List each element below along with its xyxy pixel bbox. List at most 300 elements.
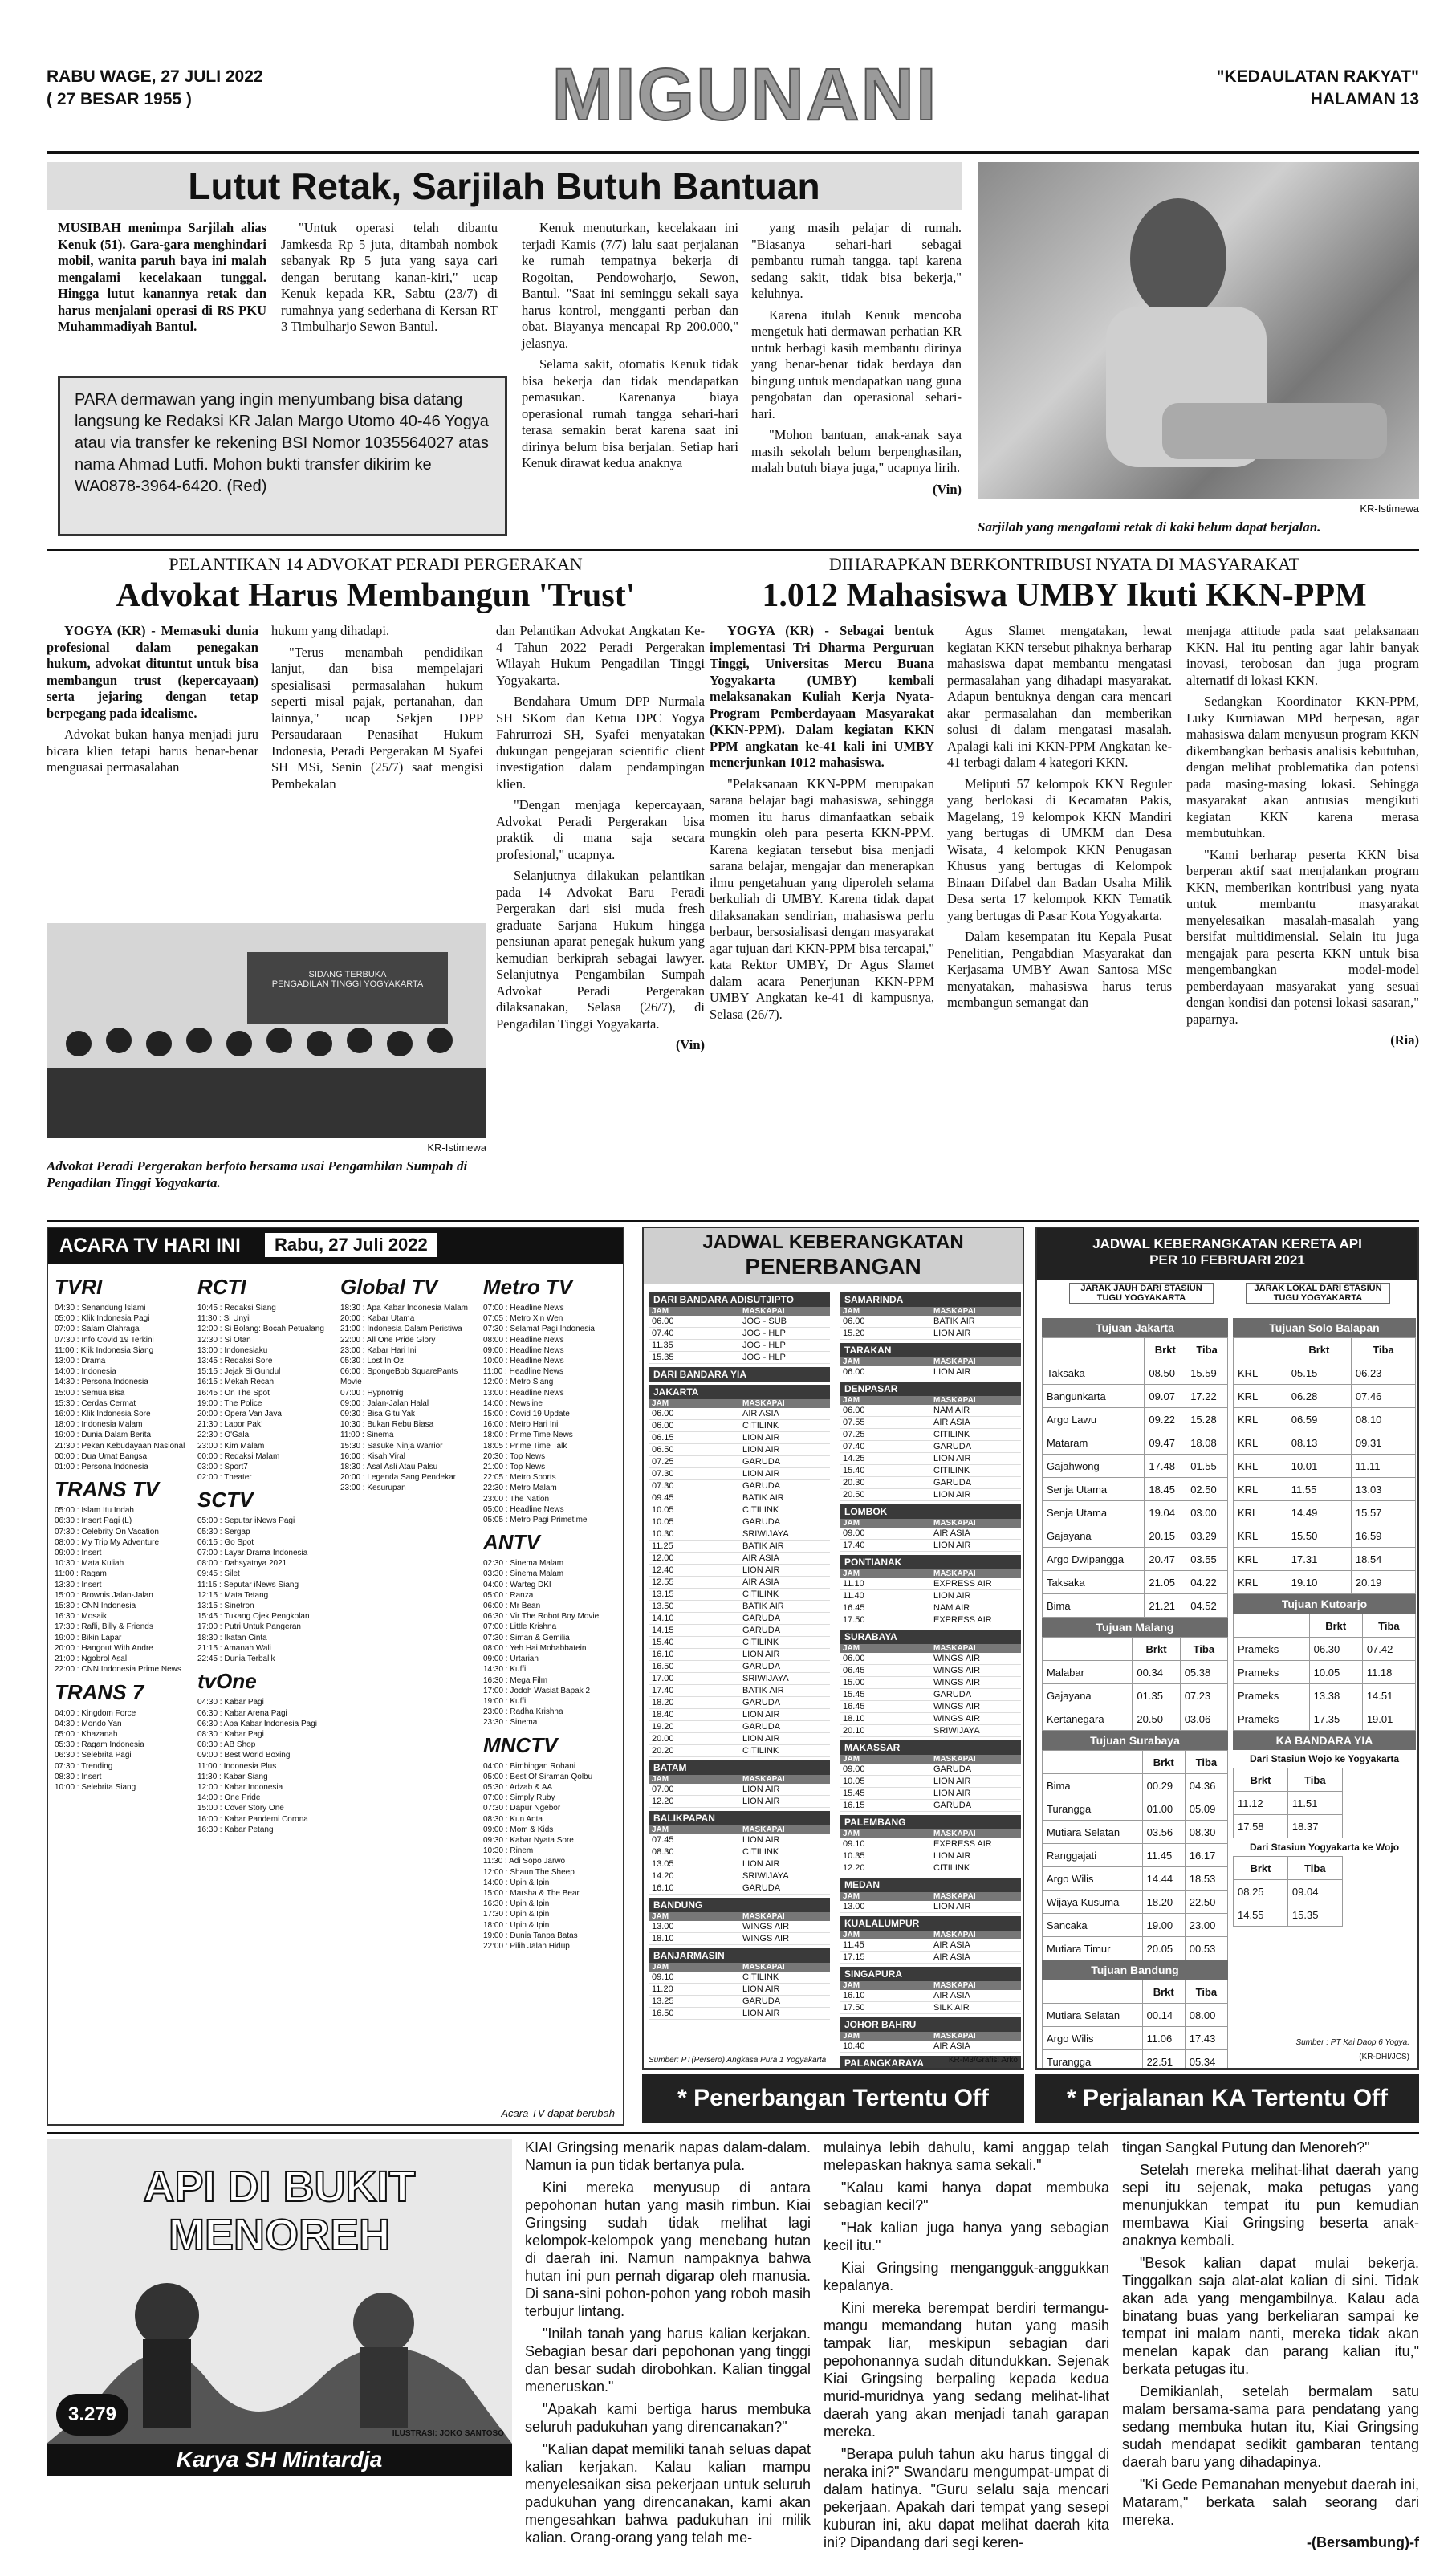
flight-airline: CITILINK [742, 1505, 779, 1515]
flight-column-header [840, 2032, 1021, 2041]
yia-row [1234, 1880, 1343, 1903]
flight-airline: GARUDA [742, 1996, 781, 2006]
flight-row [840, 1441, 1021, 1453]
yia-arrive: 15.35 [1287, 1903, 1342, 1927]
flight-col-airline: MASKAPAI [933, 1981, 976, 1990]
train-arrive: 05.38 [1180, 1661, 1227, 1684]
flight-time: 09.10 [652, 1972, 674, 1982]
flight-row [649, 1637, 830, 1649]
flight-row [649, 1834, 830, 1846]
paragraph: MUSIBAH menimpa Sarjilah alias Kenuk (51). Gara-gara menghindari mobil, wanita paruh baya ini malah mengalami kecelakaan tunggal. Hingga lutut kanannya retak dan harus menjalani operasi di RS PKU Muhammadiyah Bantul. [58, 220, 266, 334]
train-depart: 20.50 [1133, 1707, 1180, 1731]
train-depart: 01.00 [1142, 1797, 1185, 1821]
flight-time: 20.50 [843, 1490, 865, 1500]
paragraph: "Hak kalian juga hanya yang sebagian kecil itu." [824, 2220, 1109, 2253]
flight-time: 07.55 [843, 1418, 865, 1427]
flight-row [649, 1870, 830, 1882]
train-arrive: 07.46 [1351, 1385, 1415, 1408]
flight-city-header: BALIKPAPAN [649, 1811, 830, 1825]
flight-row [649, 1468, 830, 1480]
channel-logo: TRANS TV [55, 1477, 159, 1502]
train-depart: 21.21 [1145, 1594, 1186, 1618]
train-name: Mutiara Selatan [1043, 1821, 1143, 1844]
train-depart: 20.05 [1142, 1937, 1185, 1960]
paragraph [525, 2139, 811, 2174]
flight-airline: LION AIR [742, 1565, 780, 1575]
train-depart: 17.35 [1309, 1707, 1362, 1731]
train-col-name [1043, 1638, 1133, 1661]
paragraph: "Besok kalian dapat mulai bekerja. Tinggalkan saja alat-alat kalian di sini. Tidak akan ada yang mengambilnya. Kalau ada binatang buas yang berkeliaran sampai ke tempat ini malam nanti, mereka tidak akan menelan kapak dan parang kalian itu," berkata petugas itu. [1122, 2255, 1419, 2377]
paragraph: Kenuk menuturkan, kecelakaan ini terjadi Kamis (7/7) lalu saat perjalanan ke rumah tempatnya bekerja di Rogoitan, Pendowoharjo, Sewon, Bantul. "Saat ini seminggu sekali saya harus kontrol, mengganti perban dan obat. Biayanya mencapai Rp 200.000," jelasnya. [522, 220, 738, 351]
flight-time: 15.35 [652, 1353, 674, 1362]
flight-column-header [840, 1569, 1021, 1578]
tv-col-2 [197, 1270, 334, 1835]
divider [47, 549, 1419, 551]
train-arrive: 23.00 [1185, 1914, 1227, 1937]
yia-col-brkt: Brkt [1234, 1768, 1288, 1792]
train-row [1043, 2027, 1228, 2050]
train-name: Senja Utama [1043, 1501, 1145, 1524]
train-row [1234, 1661, 1416, 1684]
train-row [1234, 1385, 1416, 1408]
train-arrive: 04.22 [1186, 1571, 1228, 1594]
train-depart: 14.44 [1142, 1867, 1185, 1891]
flight-column-header [649, 1775, 830, 1784]
flight-airline: WINGS AIR [742, 1934, 790, 1943]
article1-col1 [58, 220, 266, 340]
flight-airline: CITILINK [933, 1466, 970, 1475]
paragraph: Setelah mereka melihat-lihat daerah yang sepi itu sejenak, maka petugas yang menunjukkan tempat itu pun kemudian membawa Kiai Gringsing beserta anak-anaknya kembali. [1122, 2162, 1419, 2249]
serial-col2 [824, 2139, 1109, 2556]
train-depart: 06.59 [1287, 1408, 1351, 1431]
flight-row [649, 1882, 830, 1895]
flight-time: 11.40 [843, 1591, 864, 1601]
train-name: Kertanegara [1043, 1707, 1133, 1731]
train-row [1234, 1638, 1416, 1661]
flight-city-header: PONTIANAK [840, 1555, 1021, 1569]
paragraph: "Apakah kami bertiga harus membuka seluruh padukuhan yang direncanakan?" [525, 2401, 811, 2435]
flight-airline: LION AIR [742, 1710, 780, 1720]
article-advokat [47, 554, 705, 1220]
train-header-row [1234, 1614, 1416, 1638]
flight-col-airline: MASKAPAI [933, 1829, 976, 1838]
flight-time: 09.45 [652, 1493, 674, 1503]
train-name: Gajayana [1043, 1524, 1145, 1548]
kicker-umby: DIHARAPKAN BERKONTRIBUSI NYATA DI MASYARAKAT [828, 554, 1300, 574]
flight-airline: AIR ASIA [933, 1991, 970, 2000]
flight-time: 15.20 [843, 1329, 865, 1338]
train-arrive: 15.59 [1186, 1361, 1228, 1385]
flight-row [649, 1328, 830, 1340]
flight-row [840, 2002, 1021, 2014]
train-row [1043, 1937, 1228, 1960]
photo-advokat [47, 923, 486, 1138]
flight-col-airline: MASKAPAI [933, 1892, 976, 1901]
paragraph: Kini mereka menyusup di antara pepohonan hutan yang masih rimbun. Kiai Gringsing sudah tidak melihat lagi kelompok-kelompok yang menebang hutan di daerah ini. Namun nampaknya bahwa hutan ini pun pernah digarap oleh manusia. Di sana-sini pohon-pohon yang roboh masih terbujur lintang. [525, 2180, 811, 2319]
train-section-title: Tujuan Surabaya [1042, 1731, 1228, 1750]
train-arrive: 04.52 [1186, 1594, 1228, 1618]
flight-airline: LION AIR [933, 1851, 971, 1861]
flight-row [649, 1921, 830, 1933]
paragraph: mulainya lebih dahulu, kami anggap telah melepaskan haknya sama sekali." [824, 2139, 1109, 2173]
flight-row [649, 1709, 830, 1721]
train-name: Gajayana [1043, 1684, 1133, 1707]
flight-col-time: JAM [652, 1775, 669, 1784]
train-row [1234, 1548, 1416, 1571]
flight-time: 12.20 [843, 1863, 865, 1873]
flight-city-header: KUALALUMPUR [840, 1916, 1021, 1931]
train-name: Mutiara Timur [1043, 1937, 1143, 1960]
flight-airline: AIR ASIA [933, 1952, 970, 1962]
flight-column-header [649, 1963, 830, 1972]
tv-col-3 [340, 1270, 477, 1494]
train-depart: 17.31 [1287, 1548, 1351, 1571]
train-name: KRL [1234, 1455, 1287, 1478]
flight-city-header: PALANGKARAYA [840, 2056, 1021, 2070]
train-name: Turangga [1043, 1797, 1143, 1821]
photo-credit: KR-Istimewa [427, 1142, 486, 1154]
train-depart: 06.30 [1309, 1638, 1362, 1661]
flight-time: 15.45 [843, 1789, 865, 1798]
flight-time: 20.00 [652, 1734, 674, 1744]
photo-sarjilah [978, 162, 1419, 499]
train-arrive: 09.31 [1351, 1431, 1415, 1455]
train-row [1043, 1408, 1228, 1431]
flight-col-time: JAM [843, 1307, 860, 1316]
paragraph: "Ki Gede Pemanahan menyebut daerah ini, Mataram," berkata salah seorang dari mereka. [1122, 2477, 1419, 2528]
flight-col-time: JAM [652, 1825, 669, 1834]
serial-col1 [525, 2139, 811, 2551]
tv-title: ACARA TV HARI INI [59, 1235, 241, 1256]
train-col-brkt: Brkt [1287, 1338, 1351, 1361]
flight-city-header: MEDAN [840, 1878, 1021, 1892]
flight-time: 13.50 [652, 1602, 674, 1611]
channel-logo: TRANS 7 [55, 1679, 144, 1704]
flight-time: 09.00 [843, 1764, 865, 1774]
flight-time: 12.00 [652, 1553, 674, 1563]
train-title-1: JADWAL KEBERANGKATAN KERETA API [1092, 1236, 1362, 1252]
flight-time: 13.00 [652, 1922, 674, 1931]
train-column-left [1042, 1318, 1228, 2070]
flight-time: 06.00 [843, 1406, 865, 1415]
flight-airline: NAM AIR [933, 1603, 970, 1613]
flight-time: 06.00 [843, 1654, 865, 1663]
flight-row [840, 1764, 1021, 1776]
headline-sarjilah: Lutut Retak, Sarjilah Butuh Bantuan [47, 162, 962, 210]
headline-umby: 1.012 Mahasiswa UMBY Ikuti KKN-PPM [762, 577, 1367, 614]
train-col-brkt: Brkt [1142, 1751, 1185, 1774]
train-row [1043, 1571, 1228, 1594]
train-arrive: 17.43 [1185, 2027, 1227, 2050]
flight-time: 16.45 [843, 1603, 865, 1613]
flight-airline: SRIWIJAYA [742, 1529, 789, 1539]
kicker-advokat: PELANTIKAN 14 ADVOKAT PERADI PERGERAKAN [169, 554, 583, 574]
flight-airline: CITILINK [742, 1972, 779, 1982]
author-code: (Vin) [675, 1037, 705, 1052]
channel-schedule: 04:00 : Kingdom Force 04:30 : Mondo Yan 05:00 : Khazanah 05:30 : Ragam Indonesia 06:30 : Selebrita Pagi 07:30 : Trending 08:30 : Insert 10:00 : Selebrita Siang [55, 1708, 144, 1792]
flight-airline: AIR ASIA [742, 1553, 779, 1563]
train-arrive: 08.00 [1185, 2004, 1227, 2027]
flight-column-header [649, 1399, 830, 1408]
flight-time: 17.40 [843, 1541, 865, 1550]
article3-col3 [1186, 623, 1419, 1054]
flight-airline: GARUDA [742, 1614, 781, 1623]
flight-col-airline: MASKAPAI [742, 1912, 785, 1921]
train-arrive: 19.01 [1362, 1707, 1415, 1731]
yia-row [1234, 1792, 1343, 1815]
flight-airline: LION AIR [933, 1367, 971, 1377]
flight-airline: GARUDA [742, 1698, 781, 1707]
train-depart: 06.28 [1287, 1385, 1351, 1408]
train-depart: 15.50 [1287, 1524, 1351, 1548]
flight-city-header: SURABAYA [840, 1630, 1021, 1644]
train-arrive: 17.22 [1186, 1385, 1228, 1408]
flight-row [840, 1901, 1021, 1913]
flight-row [840, 1328, 1021, 1340]
flight-city-header: SAMARINDA [840, 1292, 1021, 1307]
flight-row [649, 1316, 830, 1328]
flight-airline: CITILINK [742, 1421, 779, 1431]
date-line: RABU WAGE, 27 JULI 2022 [47, 67, 263, 86]
flight-col-time: JAM [843, 1829, 860, 1838]
train-depart: 00.29 [1142, 1774, 1185, 1797]
flight-row [649, 1996, 830, 2008]
train-row [1234, 1707, 1416, 1731]
train-col-tiba: Tiba [1362, 1614, 1415, 1638]
train-arrive: 02.50 [1186, 1478, 1228, 1501]
train-arrive: 16.59 [1351, 1524, 1415, 1548]
train-name: KRL [1234, 1571, 1287, 1594]
flight-row [649, 1933, 830, 1945]
train-name: KRL [1234, 1408, 1287, 1431]
flight-column-header [840, 1892, 1021, 1901]
train-depart: 13.38 [1309, 1684, 1362, 1707]
donation-text: PARA dermawan yang ingin menyumbang bisa datang langsung ke Redaksi KR Jalan Margo Utomo 40-46 Yogya atau via transfer ke rekening BSI Nomor 1035564027 atas nama Ahmad Lutfi. Mohon bukti transfer dikirim ke WA0878-3964-6420. (Red) [75, 391, 489, 495]
flight-row [840, 1862, 1021, 1874]
flight-row [840, 1653, 1021, 1665]
flight-row [840, 2041, 1021, 2053]
train-table [1042, 1337, 1228, 1618]
yia-depart: 14.55 [1234, 1903, 1288, 1927]
train-row [1043, 1455, 1228, 1478]
flight-row [840, 1701, 1021, 1713]
flight-column-header [840, 1981, 1021, 1990]
train-name: Mataram [1043, 1431, 1145, 1455]
train-section-title: Tujuan Kutoarjo [1233, 1594, 1416, 1614]
flight-row [649, 1528, 830, 1541]
flight-airline: SILK AIR [933, 2003, 970, 2013]
flight-col-time: JAM [843, 1931, 860, 1939]
flight-airline: WINGS AIR [933, 1678, 981, 1687]
flight-airline: LION AIR [742, 1734, 780, 1744]
yia-arrive: 11.51 [1287, 1792, 1342, 1815]
long-header-2: TUGU YOGYAKARTA [1096, 1293, 1186, 1303]
flight-col-time: JAM [843, 1892, 860, 1901]
article2-col3 [496, 623, 705, 1059]
flight-airline: JOG - HLP [742, 1353, 786, 1362]
flight-time: 12.20 [652, 1797, 674, 1806]
flight-airline: BATIK AIR [742, 1493, 784, 1503]
flight-airline: GARUDA [933, 1801, 972, 1810]
train-name: Mutiara Selatan [1043, 2004, 1143, 2027]
train-col-brkt: Brkt [1145, 1338, 1186, 1361]
train-row [1043, 2050, 1228, 2070]
flight-row [840, 1939, 1021, 1952]
train-section-title: Tujuan Malang [1042, 1618, 1228, 1637]
train-arrive: 18.54 [1351, 1548, 1415, 1571]
train-header-row [1043, 1638, 1228, 1661]
serial-col3 [1122, 2139, 1419, 2556]
flight-col-airline: MASKAPAI [933, 1569, 976, 1578]
flight-time: 10.05 [652, 1505, 674, 1515]
channel-schedule: 04:00 : Bimbingan Rohani 05:00 : Best Of Siraman Qolbu 05:30 : Adzab & AA 07:00 : Simply Ruby 07:30 : Dapur Ngebor 08:30 : Kun Anta 09:00 : Mom & Kids 09:30 : Kabar Nyata Sore 10:30 : Rinem 11:30 : Adi Sopo Jarwo 12:00 : Shaun The Sheep 14:00 : Upin & Ipin 15:00 : Marsha & The Bear 16:30 : Upin & Ipin 17:30 : Upin & Ipin 18:00 : Upin & Ipin 19:00 : Dunia Tanpa Batas 22:00 : Pilih Jalan Hidup [483, 1761, 593, 1951]
serial-illustration [47, 2139, 512, 2476]
yia-sub-2: Dari Stasiun Yogyakarta ke Wojo [1249, 1842, 1400, 1853]
train-name: KRL [1234, 1361, 1287, 1385]
flight-row [840, 1366, 1021, 1378]
train-arrive: 06.23 [1351, 1361, 1415, 1385]
train-arrive: 15.57 [1351, 1501, 1415, 1524]
flight-row [649, 1685, 830, 1697]
flight-col-time: JAM [843, 1981, 860, 1990]
flight-airline: GARUDA [933, 1764, 972, 1774]
train-depart: 18.45 [1145, 1478, 1186, 1501]
train-name: Prameks [1234, 1638, 1310, 1661]
train-col-tiba: Tiba [1185, 1980, 1227, 2004]
flight-row [649, 1432, 830, 1444]
flight-time: 14.20 [652, 1871, 674, 1881]
flight-col-airline: MASKAPAI [933, 1519, 976, 1528]
train-row [1234, 1571, 1416, 1594]
train-name: Gajahwong [1043, 1455, 1145, 1478]
flight-airline: NAM AIR [933, 1406, 970, 1415]
train-row [1043, 1774, 1228, 1797]
flight-row [840, 1677, 1021, 1689]
yia-row [1234, 1903, 1343, 1927]
flight-row [649, 1661, 830, 1673]
train-name: KRL [1234, 1501, 1287, 1524]
article-sarjilah [47, 157, 1419, 549]
train-arrive: 03.00 [1186, 1501, 1228, 1524]
channel-logo: ANTV [483, 1530, 540, 1555]
flight-row [840, 1453, 1021, 1465]
article1-col2 [281, 220, 498, 340]
flight-time: 07.30 [652, 1469, 674, 1479]
flight-col-airline: MASKAPAI [933, 1307, 976, 1316]
flight-column-header [840, 1307, 1021, 1316]
train-depart: 09.07 [1145, 1385, 1186, 1408]
local-header-2: TUGU YOGYAKARTA [1273, 1293, 1363, 1303]
flight-time: 15.40 [843, 1466, 865, 1475]
train-name: Taksaka [1043, 1571, 1145, 1594]
flight-row [840, 1800, 1021, 1812]
flight-time: 13.05 [652, 1859, 674, 1869]
flight-time: 17.50 [843, 2003, 865, 2013]
train-header-row [1043, 1980, 1228, 2004]
train-header-row [1234, 1338, 1416, 1361]
flight-row [840, 1713, 1021, 1725]
train-name: Argo Lawu [1043, 1408, 1145, 1431]
flight-time: 16.10 [843, 1991, 865, 2000]
paragraph: Selama sakit, otomatis Kenuk tidak bisa bekerja dan tidak mendapatkan pemasukan. Karenanya biaya operasional rumah tangga sehari-hari terasa semakin berat karena saat ini dirinya belum bisa berjalan. Setiap hari Kenuk dirawat kedua anaknya [522, 356, 738, 470]
flight-row [840, 1689, 1021, 1701]
paragraph-text: KIAI Gringsing menarik napas dalam-dalam. Namun ia pun tidak bertanya pula. [525, 2139, 811, 2173]
train-arrive: 04.36 [1185, 1774, 1227, 1797]
flight-time: 11.45 [843, 1940, 864, 1950]
flight-col-time: JAM [652, 1307, 669, 1316]
channel-schedule: 10:45 : Redaksi Siang 11:30 : Si Unyil 12:00 : Si Bolang: Bocah Petualang 12:30 : Si Otan 13:00 : Indonesiaku 13:45 : Redaksi Sore 15:15 : Jejak Si Gundul 16:15 : Mekah Recah 16:45 : On The Spot 19:00 : The Police 20:00 : Opera Van Java 21:30 : Lapor Pak! 22:30 : O'Gala 23:00 : Kim Malam 00:00 : Redaksi Malam 03:00 : Sport7 02:00 : Theater [197, 1304, 324, 1483]
yia-col-tiba: Tiba [1287, 1857, 1342, 1880]
flight-row [840, 1417, 1021, 1429]
flight-row [649, 1480, 830, 1492]
flight-column-header [649, 1912, 830, 1921]
train-credit: (KR-DHI/JCS) [1359, 2053, 1409, 2061]
yia-depart: 08.25 [1234, 1880, 1288, 1903]
flight-column-right [840, 1289, 1021, 2070]
article3-col1 [710, 623, 934, 1028]
paragraph: Kini mereka berempat berdiri termangu-mangu memandang hutan yang masih tampak liar, meskipun sebagian dari pepohonannya sudah ditundukkan. Sejenak Kiai Gringsing berpaling kepada kedua murid-muridnya yang sedang melihat-lihat daerah yang akan menjadi tanah garapan mereka. [824, 2300, 1109, 2440]
train-depart: 01.35 [1133, 1684, 1180, 1707]
flight-airline: LION AIR [742, 1433, 780, 1443]
train-col-name [1043, 1980, 1143, 2004]
tv-schedule [47, 1227, 624, 2126]
train-name: Bima [1043, 1774, 1143, 1797]
flight-time: 16.50 [652, 2009, 674, 2018]
flight-time: 06.50 [652, 1445, 674, 1455]
flight-time: 14.25 [843, 1454, 865, 1463]
train-arrive: 22.50 [1185, 1891, 1227, 1914]
train-row [1043, 1478, 1228, 1501]
channel-schedule: 05:00 : Islam Itu Indah 06:30 : Insert Pagi (L) 07:30 : Celebrity On Vacation 08:00 : My Trip My Adventure 09:00 : Insert 10:30 : Mata Kuliah 11:00 : Ragam 13:30 : Insert 15:00 : Brownis Jalan-Jalan 15:30 : CNN Indonesia 16:30 : Mosaik 17:30 : Rafli, Billy & Friends 19:00 : Bikin Lapar 20:00 : Hangout With Andre 21:00 : Ngobrol Asal 22:00 : CNN Indonesia Prime News [55, 1506, 181, 1675]
flight-airline: LION AIR [933, 1541, 971, 1550]
donation-box [58, 376, 507, 536]
flight-time: 17.00 [652, 1674, 674, 1683]
flight-airline: LION AIR [933, 1789, 971, 1798]
flight-airline: CITILINK [742, 1746, 779, 1756]
flight-airline: GARUDA [933, 1478, 972, 1488]
flight-time: 15.00 [843, 1678, 865, 1687]
flight-row [649, 1673, 830, 1685]
flight-airline: GARUDA [933, 1442, 972, 1451]
flight-col-airline: MASKAPAI [742, 1775, 785, 1784]
train-row [1043, 1797, 1228, 1821]
train-table [1042, 1750, 1228, 1960]
flight-row [649, 1649, 830, 1661]
flight-col-airline: MASKAPAI [933, 1644, 976, 1653]
flight-time: 18.10 [843, 1714, 865, 1724]
flight-airline: AIR ASIA [933, 1418, 970, 1427]
flight-time: 10.30 [652, 1529, 674, 1539]
flight-time: 16.10 [652, 1650, 674, 1659]
flight-time: 20.10 [843, 1726, 865, 1736]
flight-city-header: DARI BANDARA ADISUTJIPTO [649, 1292, 830, 1307]
train-row [1043, 1361, 1228, 1385]
illustrator-credit: ILUSTRASI: JOKO SANTOSO [392, 2429, 504, 2438]
flight-airline: GARUDA [742, 1722, 781, 1732]
banner-line-1: SIDANG TERBUKA [308, 970, 387, 979]
train-col-tiba: Tiba [1351, 1338, 1415, 1361]
paragraph: YOGYA (KR) - Memasuki dunia profesional dalam penegakan hukum, advokat dituntut untuk bisa membangun trust (kepercayaan) serta jejaring dengan tetap berpegang pada idealisme. [47, 623, 258, 721]
flight-row [840, 1952, 1021, 1964]
channel-logo: Metro TV [483, 1275, 573, 1299]
train-section-title: Tujuan Solo Balapan [1233, 1318, 1416, 1337]
flight-row [649, 1541, 830, 1553]
banner-line-2: PENGADILAN TINGGI YOGYAKARTA [271, 979, 424, 989]
train-row [1043, 1867, 1228, 1891]
train-header-row [1043, 1338, 1228, 1361]
flight-row [840, 1429, 1021, 1441]
train-name: KRL [1234, 1478, 1287, 1501]
